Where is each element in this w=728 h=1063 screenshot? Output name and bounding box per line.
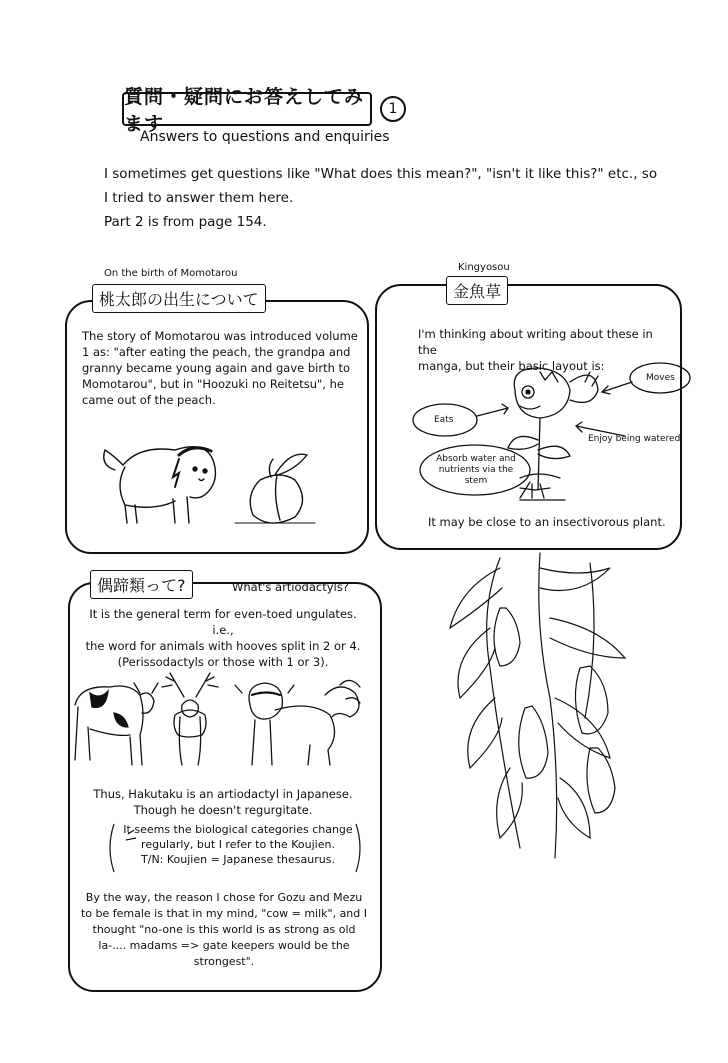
artiodactyls-title-jp: 偶蹄類って? bbox=[90, 570, 193, 599]
dog-and-peach-illustration bbox=[95, 425, 325, 530]
momotarou-line: granny became young again and gave birth to bbox=[82, 361, 351, 375]
kingyosou-absorb-line: nutrients via the bbox=[438, 465, 514, 475]
momotarou-line: The story of Momotarou was introduced volume bbox=[82, 329, 358, 343]
kingyosou-intro-line: manga, but their basic layout is: bbox=[418, 359, 605, 373]
artiodactyls-aside-line: T/N: Koujien = Japanese thesaurus. bbox=[141, 853, 335, 866]
kingyosou-title-jp: 金魚草 bbox=[446, 276, 508, 305]
momotarou-line: 1 as: "after eating the peach, the grandpa and bbox=[82, 345, 351, 359]
artiodactyls-closing-line: to be female is that in my mind, "cow = milk", and I bbox=[80, 907, 368, 920]
artiodactyls-thus-line: Though he doesn't regurgitate. bbox=[133, 803, 313, 817]
page-title-jp: 質問・疑問にお答えしてみます bbox=[122, 92, 372, 126]
artiodactyls-closing bbox=[76, 890, 372, 970]
pitcher-plant-illustration bbox=[440, 548, 640, 868]
intro-line-1: I sometimes get questions like "What does this mean?", "isn't it like this?" etc., so bbox=[104, 166, 658, 182]
artiodactyls-def-line: (Perissodactyls or those with 1 or 3). bbox=[117, 655, 329, 669]
intro-line-3: Part 2 is from page 154. bbox=[104, 214, 267, 230]
artiodactyls-def-line: the word for animals with hooves split in 2 or 4. bbox=[85, 639, 361, 653]
intro-line-2: I tried to answer them here. bbox=[104, 190, 294, 206]
artiodactyls-aside-line: regularly, but I refer to the Koujien. bbox=[141, 838, 335, 851]
kingyosou-absorb-line: stem bbox=[464, 476, 488, 486]
kingyosou-label-absorb bbox=[426, 454, 526, 487]
artiodactyls-definition bbox=[78, 606, 368, 670]
kingyosou-absorb-line: Absorb water and bbox=[436, 454, 516, 464]
artiodactyls-thus-line: Thus, Hakutaku is an artiodactyl in Japanese. bbox=[93, 787, 353, 801]
momotarou-text bbox=[82, 328, 362, 408]
artiodactyls-aside bbox=[118, 822, 358, 867]
artiodactyls-closing-line: By the way, the reason I chose for Gozu and Mezu bbox=[85, 891, 363, 904]
artiodactyls-aside-line: It seems the biological categories change bbox=[123, 823, 353, 836]
artiodactyls-closing-line: thought "no-one is this world is as strong as old bbox=[92, 923, 356, 936]
momotarou-line: came out of the peach. bbox=[82, 393, 216, 407]
kingyosou-caption: Kingyosou bbox=[458, 262, 510, 273]
page-subtitle: Answers to questions and enquiries bbox=[140, 129, 390, 145]
kingyosou-label-watered: Enjoy being watered bbox=[588, 434, 681, 444]
artiodactyls-closing-line: strongest". bbox=[193, 955, 255, 968]
cow-deer-hakutaku-illustration bbox=[70, 665, 370, 775]
kingyosou-label-eats: Eats bbox=[434, 415, 454, 425]
artiodactyls-def-line: It is the general term for even-toed ungulates. i.e., bbox=[89, 607, 357, 637]
part-number-badge: 1 bbox=[380, 96, 406, 122]
artiodactyls-thus bbox=[78, 786, 368, 818]
artiodactyls-closing-line: la-.... madams => gate keepers would be the bbox=[98, 939, 350, 952]
momotarou-line: Momotarou", but in "Hoozuki no Reitetsu", he bbox=[82, 377, 344, 391]
kingyosou-intro-line: I'm thinking about writing about these in the bbox=[418, 327, 653, 357]
kingyosou-note: It may be close to an insectivorous plant. bbox=[428, 515, 666, 529]
artiodactyls-caption: What's artiodactyls? bbox=[232, 580, 349, 594]
momotarou-caption: On the birth of Momotarou bbox=[104, 268, 238, 279]
momotarou-title-jp: 桃太郎の出生について bbox=[92, 284, 266, 313]
kingyosou-label-moves: Moves bbox=[646, 373, 675, 383]
